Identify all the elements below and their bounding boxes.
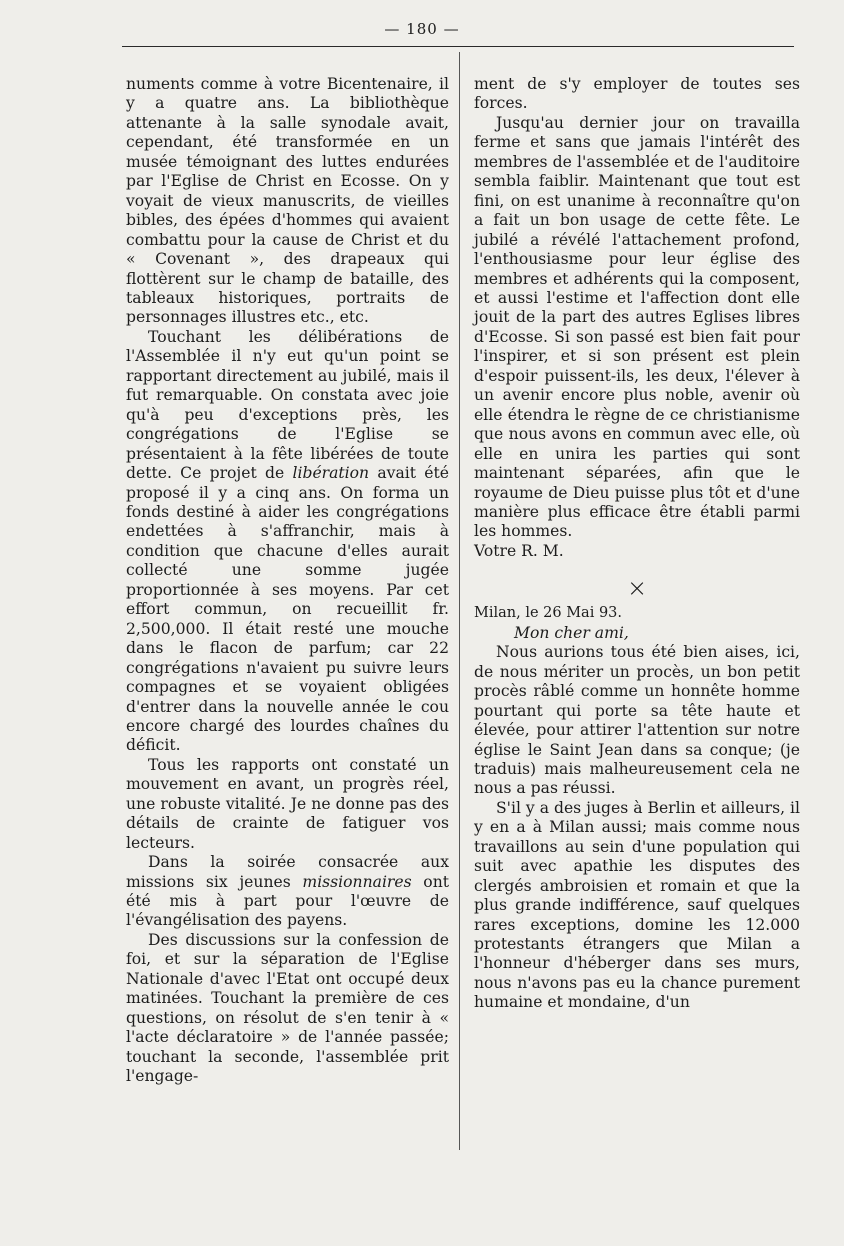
left-column xyxy=(126,75,449,1087)
paragraph: numents comme à votre Bicentenaire, il y a quatre ans. La bibliothèque attenante à la salle synodale avait, cependant, été transformée en un musée témoignant des luttes endurées par l'Eglise de Christ en Ecosse. On y voyait de vieux manuscrits, de vieilles bibles, des épées d'hommes qui avaient combattu pour la cause de Christ et du « Covenant », des drapeaux qui flottèrent sur le champ de bataille, des tableaux historiques, portraits de personnages illustres etc., etc. xyxy=(126,75,449,327)
paragraph: S'il y a des juges à Berlin et ailleurs, il y en a à Milan aussi; mais comme nous travaillons au sein d'une population qui suit avec apathie les disputes des clergés ambroisien et romain et que la plus grande indifférence, sauf quelques rares exceptions, domine les 12.000 protestants étrangers que Milan a l'honneur d'héberger dans ses murs, nous n'avons pas eu la chance purement humaine et mondaine, d'un xyxy=(474,798,800,1012)
paragraph: Des discussions sur la confession de foi, et sur la séparation de l'Eglise Nationale d'avec l'Etat ont occupé deux matinées. Touchant la première de ces questions, on résolut de s'en tenir à « l'acte déclaratoire » de l'année passée; touchant la seconde, l'assemblée prit l'engage- xyxy=(126,930,449,1086)
page-number: — 180 — xyxy=(384,20,460,38)
section-separator: × xyxy=(626,574,648,603)
paragraph: Nous aurions tous été bien aises, ici, de nous mériter un procès, un bon petit procès râblé comme un honnête homme pourtant qui porte sa tête haute et élevée, pour attirer l'attention sur notre église le Saint Jean dans sa conque; (je traduis) mais malheureusement cela ne nous a pas réussi. xyxy=(474,643,800,798)
paragraph: Tous les rapports ont constaté un mouvement en avant, un progrès réel, une robuste vitalité. Je ne donne pas des détails de crainte de fatiguer vos lecteurs. xyxy=(126,755,449,852)
paragraph: Touchant les délibérations de l'Assemblée il n'y eut qu'un point se rapportant directement au jubilé, mais il fut remarquable. On constata avec joie qu'à peu d'exceptions près, les congrégations de l'Eglise se présentaient à la fête libérées de toute dette. Ce projet de libération avait été proposé il y a cinq ans. On forma un fonds destiné à aider les congrégations endettées à s'affranchir, mais à condition que chacune d'elles aurait collecté une somme jugée proportionnée à ses moyens. Par cet effort commun, on recueillit fr. 2,500,000. Il était resté une mouche dans le flacon de parfum; car 22 congrégations n'avaient pu suivre leurs compagnes et se voyaient obligées d'entrer dans la nouvelle année le cou encore chargé des lourdes chaînes du déficit. xyxy=(126,327,450,755)
paragraph: Dans la soirée consacrée aux missions six jeunes missionnaires ont été mis à part pour l'œuvre de l'évangélisation des payens. xyxy=(126,853,449,930)
right-column xyxy=(474,75,800,1013)
paragraph: Jusqu'au dernier jour on travailla ferme et sans que jamais l'intérêt des membres de l'assemblée et de l'auditoire sembla faiblir. Maintenant que tout est fini, on est unanime à reconnaître qu'on a fait un bon usage de cette fête. Le jubilé a révélé l'attachement profond, l'enthousiasme pour leur église des membres et adhérents qui la composent, et aussi l'estime et l'affection dont elle jouit de la part des autres Eglises libres d'Ecosse. Si son passé est bien fait pour l'inspirer, et si son présent est plein d'espoir puissent-ils, les deux, l'élever à un avenir encore plus noble, avenir où elle étendra le règne de ce christianisme que nous avons en commun avec elle, où elle en unira les parties qui sont maintenant séparées, afin que le royaume de Dieu puisse plus tôt et d'une manière plus efficace être établi parmi les hommes. xyxy=(474,113,800,541)
paragraph: ment de s'y employer de toutes ses forces. xyxy=(474,75,800,113)
salutation: Mon cher ami, xyxy=(514,623,629,642)
column-divider xyxy=(459,52,460,1150)
header-rule xyxy=(122,46,794,47)
dateline: Milan, le 26 Mai 93. xyxy=(474,605,623,622)
signature: Votre R. M. xyxy=(474,541,564,560)
